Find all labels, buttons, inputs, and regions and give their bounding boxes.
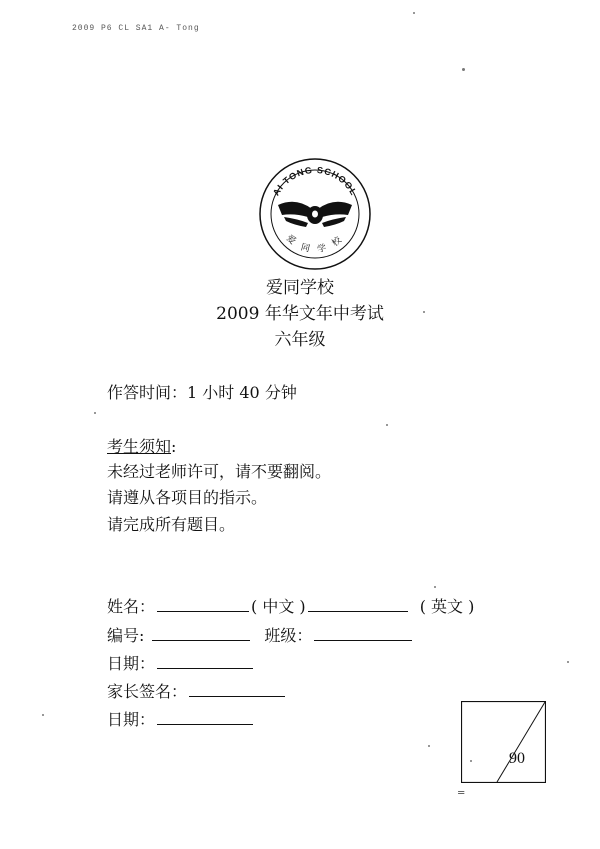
scan-speck [470, 760, 472, 762]
exam-title: 2009 年华文年中考试 [216, 304, 384, 324]
scan-speck [413, 12, 415, 14]
scan-speck [428, 745, 430, 747]
index-field[interactable] [152, 639, 250, 641]
english-label: ( 英文 ) [419, 597, 475, 616]
notice-item: 未经过老师许可，请不要翻阅。 [107, 462, 332, 481]
name-row [107, 594, 474, 617]
time-row [107, 380, 297, 403]
scan-speck [434, 586, 436, 588]
name-chinese-field[interactable] [157, 610, 249, 612]
date2-label: 日期： [107, 710, 156, 729]
logo-motto: 爱 同 学 校 [283, 233, 347, 256]
school-name: 爱同学校 [266, 278, 334, 298]
scan-speck [423, 311, 425, 313]
time-label: 作答时间： [107, 383, 188, 402]
index-label: 编号: [107, 626, 145, 645]
scan-mark: = [457, 788, 466, 799]
scan-speck [386, 424, 388, 426]
date-label: 日期： [107, 654, 156, 673]
scan-speck [94, 412, 96, 414]
date-field[interactable] [157, 667, 253, 669]
notice-item: 请完成所有题目。 [107, 515, 236, 534]
header-code: 2009 P6 CL SA1 A- Tong [72, 24, 200, 33]
parent-row [107, 679, 287, 702]
name-english-field[interactable] [308, 610, 408, 612]
logo-ring-text: AI TONG SCHOOL [270, 164, 360, 198]
svg-text:AI TONG SCHOOL [271, 165, 359, 198]
scan-speck [462, 68, 465, 71]
parent-signature-field[interactable] [189, 695, 285, 697]
notice-heading: 考生须知 [107, 437, 172, 456]
school-logo [258, 157, 372, 271]
score-total: 90 [509, 750, 525, 767]
scan-speck [567, 661, 569, 663]
name-label: 姓名： [107, 597, 156, 616]
date2-field[interactable] [157, 723, 253, 725]
parent-signature-label: 家长签名： [107, 682, 188, 701]
notice-heading-row [107, 434, 176, 457]
time-value: 1 小时 40 分钟 [187, 383, 297, 402]
score-box [461, 701, 546, 783]
notice-colon: : [171, 437, 177, 456]
index-class-row [107, 623, 414, 646]
date2-row [107, 707, 255, 730]
chinese-label: ( 中文 ) [251, 597, 306, 616]
date-row [107, 651, 255, 674]
class-label: 班级： [264, 626, 313, 645]
scan-speck [42, 714, 44, 716]
grade-label: 六年级 [274, 330, 326, 350]
notice-item: 请遵从各项目的指示。 [107, 488, 268, 507]
class-field[interactable] [314, 639, 412, 641]
